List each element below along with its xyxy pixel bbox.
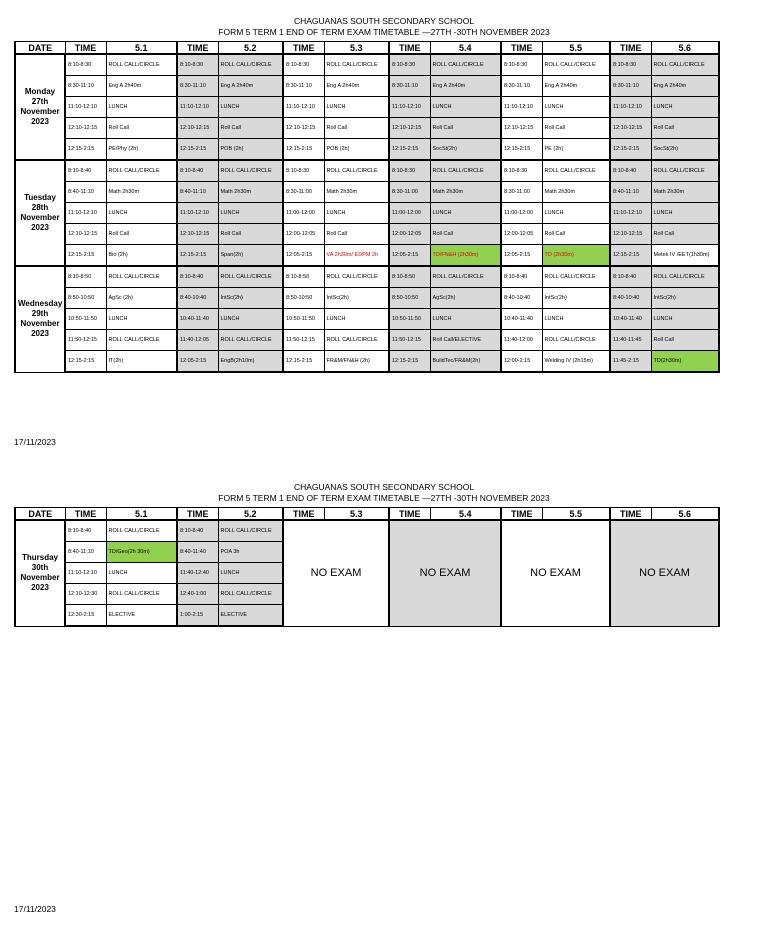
table-row (15, 203, 719, 224)
subject-cell: Math 2h30m (324, 182, 389, 203)
time-cell: 12:15-2:15 (65, 245, 106, 267)
time-cell: 12:30-2:15 (65, 605, 106, 627)
subject-cell: FR&M/FN&H (2h) (324, 351, 389, 373)
date-line: Wednesday (18, 299, 63, 309)
time-cell: 8:40-11:40 (177, 542, 218, 563)
date-line: November (20, 107, 60, 116)
time-cell: 11:10-12:10 (283, 97, 324, 118)
subject-cell: LUNCH (430, 203, 501, 224)
time-cell: 12:15-2:15 (501, 139, 542, 161)
school-name-1: CHAGUANAS SOUTH SECONDARY SCHOOL (293, 16, 475, 26)
subject-cell: POB (2h) (218, 139, 283, 161)
time-header: TIME (610, 508, 651, 521)
date-line: 2023 (31, 583, 49, 593)
date-line: 27th (31, 97, 49, 106)
subject-cell: Roll Call (542, 118, 610, 139)
time-cell: 12:10-12:15 (177, 118, 218, 139)
subject-cell: LUNCH (218, 203, 283, 224)
time-cell: 10:50-11:50 (389, 309, 430, 330)
class-header-5-6: 5.6 (651, 42, 719, 55)
subject-cell: ROLL CALL/CIRCLE (218, 520, 283, 542)
subject-cell: Span(2h) (218, 245, 283, 267)
subject-cell: Math 2h30m (106, 182, 177, 203)
subject-cell: ROLL CALL/CIRCLE (218, 584, 283, 605)
subject-cell: Math 2h30m (218, 182, 283, 203)
class-header-5-5: 5.5 (542, 42, 610, 55)
date-cell (15, 160, 65, 266)
time-cell: 10:40-11:40 (177, 309, 218, 330)
time-cell: 11:00-12:00 (389, 203, 430, 224)
time-cell: 8:10-8:50 (283, 266, 324, 288)
time-cell: 8:10-8:30 (501, 54, 542, 76)
class-header-5-1: 5.1 (106, 42, 177, 55)
time-cell: 12:15-2:15 (283, 351, 324, 373)
time-cell: 8:10-8:30 (65, 54, 106, 76)
subject-cell: ELECTIVE (218, 605, 283, 627)
time-cell: 11:10-12:10 (389, 97, 430, 118)
day-block (15, 54, 719, 160)
subject-cell: TD(2h30m) (651, 351, 719, 373)
time-cell: 8:30-11:10 (501, 76, 542, 97)
subject-cell: TD/Geo(2h 30m) (106, 542, 177, 563)
table-row (15, 330, 719, 351)
time-cell: 12:00-12:05 (501, 224, 542, 245)
time-cell: 11:10-12:10 (65, 203, 106, 224)
subject-cell: ROLL CALL/CIRCLE (651, 266, 719, 288)
subject-cell: LUNCH (106, 563, 177, 584)
time-cell: 12:15-2:15 (177, 245, 218, 267)
class-header-5-2: 5.2 (218, 42, 283, 55)
time-cell: 11:50-12:15 (389, 330, 430, 351)
time-cell: 8:50-10:50 (389, 288, 430, 309)
subject-cell: Eng A 2h40m (430, 76, 501, 97)
time-cell: 12:10-12:30 (65, 584, 106, 605)
time-cell: 8:10-8:30 (389, 54, 430, 76)
time-cell: 8:40-11:10 (65, 182, 106, 203)
time-cell: 11:10-12:10 (65, 97, 106, 118)
time-header: TIME (389, 42, 430, 55)
subject-cell: LUNCH (106, 203, 177, 224)
subject-cell: PE/Phy (2h) (106, 139, 177, 161)
subject-cell: IntSc(2h) (218, 288, 283, 309)
time-cell: 11:40-11:45 (610, 330, 651, 351)
time-cell: 8:10-8:40 (177, 520, 218, 542)
subject-cell: ELECTIVE (106, 605, 177, 627)
table-row (15, 288, 719, 309)
date-line: 2023 (31, 329, 49, 339)
subject-cell: BuildTec/FR&M(2h) (430, 351, 501, 373)
time-cell: 12:15-2:15 (283, 139, 324, 161)
subject-cell: Eng A 2h40m (651, 76, 719, 97)
time-cell: 12:10-12:15 (501, 118, 542, 139)
subject-cell: ROLL CALL/CIRCLE (430, 160, 501, 182)
table-row (15, 54, 719, 76)
date-cell (15, 266, 65, 372)
date-line: 2023 (31, 223, 49, 232)
subject-cell: LUNCH (324, 97, 389, 118)
subject-cell: Roll Call (430, 118, 501, 139)
time-cell: 12:00-12:05 (283, 224, 324, 245)
time-cell: 12:15-2:15 (389, 139, 430, 161)
time-cell: 11:10-12:10 (610, 97, 651, 118)
subject-cell: TD/FN&H (2h30m) (430, 245, 501, 267)
time-cell: 8:10-8:40 (177, 160, 218, 182)
time-cell: 11:10-12:10 (501, 97, 542, 118)
time-cell: 8:10-8:30 (283, 54, 324, 76)
time-cell: 12:15-2:15 (389, 351, 430, 373)
class-header-5-2: 5.2 (218, 508, 283, 521)
table-row (15, 266, 719, 288)
class-header-5-3: 5.3 (324, 508, 389, 521)
date-cell (15, 54, 65, 160)
subject-cell: ROLL CALL/CIRCLE (218, 54, 283, 76)
no-exam-cell: NO EXAM (389, 520, 501, 626)
time-cell: 11:10-12:10 (177, 97, 218, 118)
time-header: TIME (501, 508, 542, 521)
time-cell: 11:40-12:40 (177, 563, 218, 584)
subject-cell: ROLL CALL/CIRCLE (542, 160, 610, 182)
subject-cell: Roll Call (218, 118, 283, 139)
subject-cell: LUNCH (542, 97, 610, 118)
subject-cell: LUNCH (324, 203, 389, 224)
time-cell: 8:30-11:00 (389, 182, 430, 203)
time-header: TIME (283, 42, 324, 55)
time-cell: 8:30-11:00 (283, 182, 324, 203)
subject-cell: ROLL CALL/CIRCLE (218, 266, 283, 288)
time-cell: 8:30-11:10 (283, 76, 324, 97)
subject-cell: ROLL CALL/CIRCLE (106, 266, 177, 288)
time-cell: 8:30-11:10 (65, 76, 106, 97)
subject-cell: IntSc(2h) (651, 288, 719, 309)
time-cell: 12:05-2:15 (177, 351, 218, 373)
subject-cell: Bio (2h) (106, 245, 177, 267)
time-header: TIME (65, 508, 106, 521)
time-cell: 8:30-11:10 (177, 76, 218, 97)
subject-cell: Math 2h30m (542, 182, 610, 203)
time-cell: 12:15-2:15 (65, 351, 106, 373)
time-cell: 8:40-11:10 (177, 182, 218, 203)
date-line: Tuesday (24, 193, 56, 202)
time-cell: 12:10-12:15 (610, 118, 651, 139)
subject-cell: Roll Call (651, 224, 719, 245)
subject-cell: Math 2h30m (430, 182, 501, 203)
time-cell: 12:15-2:15 (610, 139, 651, 161)
date-line: 29th (31, 309, 49, 319)
time-header: TIME (610, 42, 651, 55)
subject-cell: ROLL CALL/CIRCLE (218, 330, 283, 351)
date-line: Monday (24, 87, 56, 96)
subject-cell: SocSt(2h) (651, 139, 719, 161)
timetable-subtitle-1: FORM 5 TERM 1 END OF TERM EXAM TIMETABLE —27TH -30TH NOVEMBER 2023 (218, 27, 550, 37)
time-header: TIME (65, 42, 106, 55)
time-cell: 11:00-12:00 (283, 203, 324, 224)
time-cell: 12:10-12:15 (65, 118, 106, 139)
time-cell: 12:10-12:15 (283, 118, 324, 139)
time-cell: 8:30-11:00 (501, 182, 542, 203)
subject-cell: LUNCH (430, 97, 501, 118)
subject-cell: LUNCH (542, 309, 610, 330)
subject-cell: POB (2h) (324, 139, 389, 161)
subject-cell: ROLL CALL/CIRCLE (430, 266, 501, 288)
time-cell: 8:10-8:40 (65, 520, 106, 542)
time-cell: 8:40-10:40 (177, 288, 218, 309)
class-header-5-1: 5.1 (106, 508, 177, 521)
time-cell: 11:40-12:05 (177, 330, 218, 351)
subject-cell: ROLL CALL/CIRCLE (106, 520, 177, 542)
subject-cell: Roll Call (324, 224, 389, 245)
time-cell: 8:10-8:40 (65, 160, 106, 182)
subject-cell: ROLL CALL/CIRCLE (542, 330, 610, 351)
subject-cell: LUNCH (651, 97, 719, 118)
time-cell: 11:10-12:10 (177, 203, 218, 224)
subject-cell: Roll Call (324, 118, 389, 139)
time-cell: 10:40-11:40 (610, 309, 651, 330)
time-cell: 12:10-12:15 (610, 224, 651, 245)
time-cell: 12:05-2:15 (389, 245, 430, 267)
subject-cell: ROLL CALL/CIRCLE (651, 54, 719, 76)
subject-cell: IT(2h) (106, 351, 177, 373)
time-cell: 8:40-10:40 (501, 288, 542, 309)
class-header-5-4: 5.4 (430, 508, 501, 521)
time-cell: 8:30-11:10 (610, 76, 651, 97)
subject-cell: Welding IV (2h15m) (542, 351, 610, 373)
day-block (15, 266, 719, 372)
date-header: DATE (15, 508, 65, 521)
subject-cell: Roll Call (106, 224, 177, 245)
date-line: 30th (31, 563, 49, 573)
time-cell: 12:00-12:05 (389, 224, 430, 245)
header-row (15, 42, 719, 55)
time-cell: 12:10-12:15 (65, 224, 106, 245)
subject-cell: ROLL CALL/CIRCLE (324, 160, 389, 182)
table-row (15, 182, 719, 203)
table-row (15, 139, 719, 161)
subject-cell: Eng A 2h40m (106, 76, 177, 97)
header-row (15, 508, 719, 521)
subject-cell: ROLL CALL/CIRCLE (651, 160, 719, 182)
time-cell: 12:40-1:00 (177, 584, 218, 605)
date-line: 2023 (31, 117, 49, 126)
table-row (15, 224, 719, 245)
no-exam-cell: NO EXAM (610, 520, 719, 626)
subject-cell: Eng A 2h40m (218, 76, 283, 97)
time-cell: 12:15-2:15 (177, 139, 218, 161)
subject-cell: LUNCH (218, 97, 283, 118)
exam-timetable-2 (14, 507, 720, 627)
time-cell: 12:15-2:15 (610, 245, 651, 267)
table-row (15, 351, 719, 373)
subject-cell: ROLL CALL/CIRCLE (324, 330, 389, 351)
time-header: TIME (501, 42, 542, 55)
table-row (15, 160, 719, 182)
subject-cell: Roll Call (542, 224, 610, 245)
timetable-subtitle-2: FORM 5 TERM 1 END OF TERM EXAM TIMETABLE —27TH -30TH NOVEMBER 2023 (218, 493, 550, 503)
time-cell: 8:10-8:40 (177, 266, 218, 288)
time-header: TIME (389, 508, 430, 521)
subject-cell: IntSc(2h) (542, 288, 610, 309)
subject-cell: VA 2h30m/ EDPM 2h (324, 245, 389, 267)
date-line: November (20, 319, 60, 329)
subject-cell: Math 2h30m (651, 182, 719, 203)
time-cell: 8:10-8:50 (389, 266, 430, 288)
time-cell: 11:45-2:15 (610, 351, 651, 373)
date-line: November (20, 573, 60, 583)
subject-cell: Eng A 2h40m (542, 76, 610, 97)
time-cell: 10:40-11:40 (501, 309, 542, 330)
time-cell: 8:40-10:40 (610, 288, 651, 309)
subject-cell: ROLL CALL/CIRCLE (324, 54, 389, 76)
time-cell: 12:10-12:15 (389, 118, 430, 139)
subject-cell: Roll Call (430, 224, 501, 245)
time-cell: 8:10-8:30 (283, 160, 324, 182)
subject-cell: IntSc(2h) (324, 288, 389, 309)
subject-cell: ROLL CALL/CIRCLE (106, 584, 177, 605)
subject-cell: ROLL CALL/CIRCLE (542, 266, 610, 288)
subject-cell: SocSt(2h) (430, 139, 501, 161)
date-line: November (20, 213, 60, 222)
table-row (15, 520, 719, 542)
time-cell: 8:10-8:40 (610, 160, 651, 182)
subject-cell: TD (2h30m) (542, 245, 610, 267)
subject-cell: PE (2h) (542, 139, 610, 161)
subject-cell: ROLL CALL/CIRCLE (106, 330, 177, 351)
day-block (15, 160, 719, 266)
time-cell: 8:10-8:40 (610, 266, 651, 288)
subject-cell: POA 3h (218, 542, 283, 563)
subject-cell: LUNCH (106, 97, 177, 118)
time-cell: 12:15-2:15 (65, 139, 106, 161)
time-cell: 8:40-11;10 (65, 542, 106, 563)
time-cell: 11:10-12:10 (610, 203, 651, 224)
subject-cell: ROLL CALL/CIRCLE (106, 54, 177, 76)
school-name-2: CHAGUANAS SOUTH SECONDARY SCHOOL (293, 482, 475, 492)
time-header: TIME (177, 508, 218, 521)
subject-cell: LUNCH (651, 309, 719, 330)
subject-cell: ROLL CALL/CIRCLE (430, 54, 501, 76)
time-cell: 12:10-12:15 (177, 224, 218, 245)
time-header: TIME (283, 508, 324, 521)
time-cell: 1:00-2:15 (177, 605, 218, 627)
time-cell: 8:10-8:40 (501, 266, 542, 288)
time-cell: 8:10-8:30 (177, 54, 218, 76)
subject-cell: ROLL CALL/CIRCLE (324, 266, 389, 288)
subject-cell: LUNCH (106, 309, 177, 330)
time-cell: 11:00-12:00 (501, 203, 542, 224)
time-cell: 10:50-11:50 (283, 309, 324, 330)
time-cell: 12:00-2:15 (501, 351, 542, 373)
class-header-5-4: 5.4 (430, 42, 501, 55)
subject-cell: LUNCH (651, 203, 719, 224)
subject-cell: Roll Call (106, 118, 177, 139)
subject-cell: Roll Call (218, 224, 283, 245)
time-cell: 12:05-2:15 (501, 245, 542, 267)
class-header-5-5: 5.5 (542, 508, 610, 521)
subject-cell: EngB(2h10m) (218, 351, 283, 373)
time-cell: 8:10-8:50 (65, 266, 106, 288)
time-cell: 12:05-2:15 (283, 245, 324, 267)
time-cell: 11:40-12:00 (501, 330, 542, 351)
subject-cell: ROLL CALL/CIRCLE (218, 160, 283, 182)
date-line: Thursday (21, 553, 58, 563)
footer-date-1: 17/11/2023 (14, 437, 56, 447)
time-cell: 8:30-11:10 (389, 76, 430, 97)
class-header-5-3: 5.3 (324, 42, 389, 55)
date-header: DATE (15, 42, 65, 55)
time-header: TIME (177, 42, 218, 55)
time-cell: 8:40-11:10 (610, 182, 651, 203)
no-exam-cell: NO EXAM (283, 520, 389, 626)
subject-cell: ROLL CALL/CIRCLE (106, 160, 177, 182)
no-exam-cell: NO EXAM (501, 520, 610, 626)
time-cell: 11:10-12:10 (65, 563, 106, 584)
table-row (15, 97, 719, 118)
exam-timetable-1 (14, 41, 720, 373)
subject-cell: AgSc(2h) (430, 288, 501, 309)
table-row (15, 309, 719, 330)
time-cell: 8:10-8:30 (610, 54, 651, 76)
subject-cell: Roll Call (651, 330, 719, 351)
time-cell: 10:50-11:50 (65, 309, 106, 330)
subject-cell: Roll Call/ELECTIVE (430, 330, 501, 351)
class-header-5-6: 5.6 (651, 508, 719, 521)
table-row (15, 118, 719, 139)
subject-cell: ROLL CALL/CIRCLE (542, 54, 610, 76)
time-cell: 11:50-12:15 (65, 330, 106, 351)
subject-cell: LUNCH (430, 309, 501, 330)
subject-cell: AgSc (2h) (106, 288, 177, 309)
time-cell: 8:10-8:30 (501, 160, 542, 182)
subject-cell: LUNCH (218, 563, 283, 584)
time-cell: 8:10-8:30 (389, 160, 430, 182)
table-row (15, 76, 719, 97)
subject-cell: Roll Call (651, 118, 719, 139)
date-cell (15, 520, 65, 626)
subject-cell: LUNCH (542, 203, 610, 224)
date-line: 28th (31, 203, 49, 212)
time-cell: 8:50-10:50 (65, 288, 106, 309)
footer-date-2: 17/11/2023 (14, 904, 56, 914)
time-cell: 11:50-12:15 (283, 330, 324, 351)
subject-cell: Metek IV /EET(1h30m) (651, 245, 719, 267)
time-cell: 8:50-10:50 (283, 288, 324, 309)
table-row (15, 245, 719, 267)
subject-cell: LUNCH (324, 309, 389, 330)
subject-cell: Eng A 2h40m (324, 76, 389, 97)
subject-cell: LUNCH (218, 309, 283, 330)
